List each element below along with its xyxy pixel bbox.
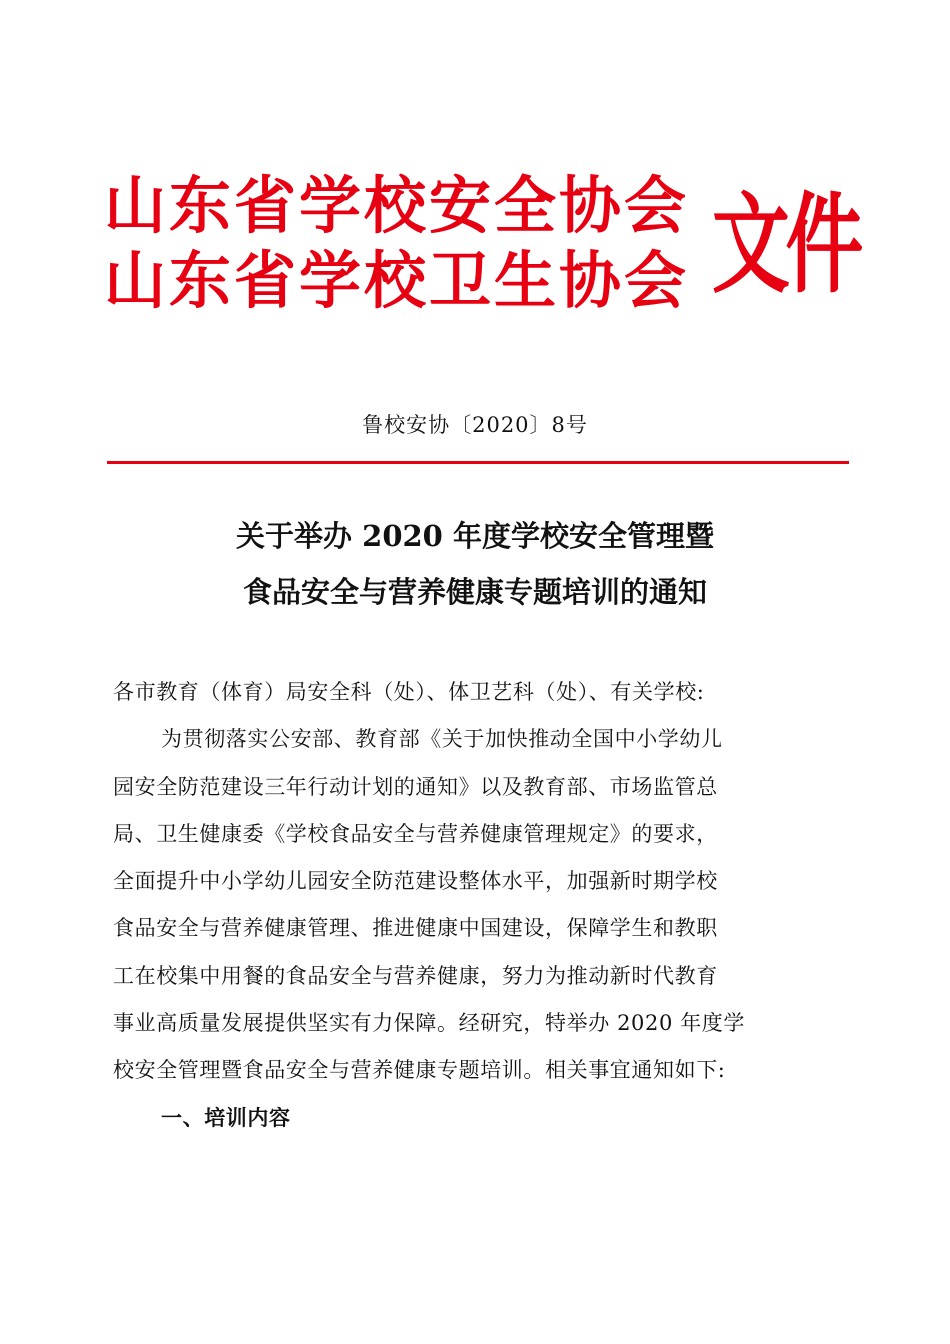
paragraph-line: 校安全管理暨食品安全与营养健康专题培训。相关事宜通知如下: bbox=[113, 1058, 726, 1083]
title-line-2: 食品安全与营养健康专题培训的通知 bbox=[242, 575, 707, 609]
paragraph-line: 全面提升中小学幼儿园安全防范建设整体水平，加强新时期学校 bbox=[113, 869, 718, 894]
paragraph-line: 局、卫生健康委《学校食品安全与营养健康管理规定》的要求， bbox=[113, 821, 718, 846]
paragraph-line: 食品安全与营养健康管理、推进健康中国建设，保障学生和教职 bbox=[113, 916, 718, 941]
org-name-safety-association: 山东省学校安全协会 bbox=[104, 169, 690, 242]
paragraph-line: 事业高质量发展提供坚实有力保障。经研究，特举办 2020 年度学 bbox=[113, 1011, 745, 1036]
paragraph-line: 工在校集中用餐的食品安全与营养健康，努力为推动新时代教育 bbox=[113, 963, 718, 988]
document-title bbox=[0, 508, 950, 620]
issuing-organizations bbox=[104, 168, 704, 318]
document-header bbox=[104, 168, 859, 328]
salutation: 各市教育（体育）局安全科（处）、体卫艺科（处）、有关学校: bbox=[113, 680, 705, 704]
org-name-health-association: 山东省学校卫生协会 bbox=[104, 244, 690, 317]
title-line-1: 关于举办 2020 年度学校安全管理暨 bbox=[236, 519, 714, 553]
red-separator-line bbox=[107, 461, 849, 464]
section-heading: 一、培训内容 bbox=[161, 1105, 291, 1130]
document-number: 鲁校安协〔2020〕8号 bbox=[362, 413, 588, 437]
document-body bbox=[113, 669, 850, 1142]
paragraph-line: 为贯彻落实公安部、教育部《关于加快推动全国中小学幼儿 bbox=[161, 727, 723, 752]
document-suffix: 文件 bbox=[712, 182, 859, 308]
paragraph-line: 园安全防范建设三年行动计划的通知》以及教育部、市场监管总 bbox=[113, 774, 718, 799]
